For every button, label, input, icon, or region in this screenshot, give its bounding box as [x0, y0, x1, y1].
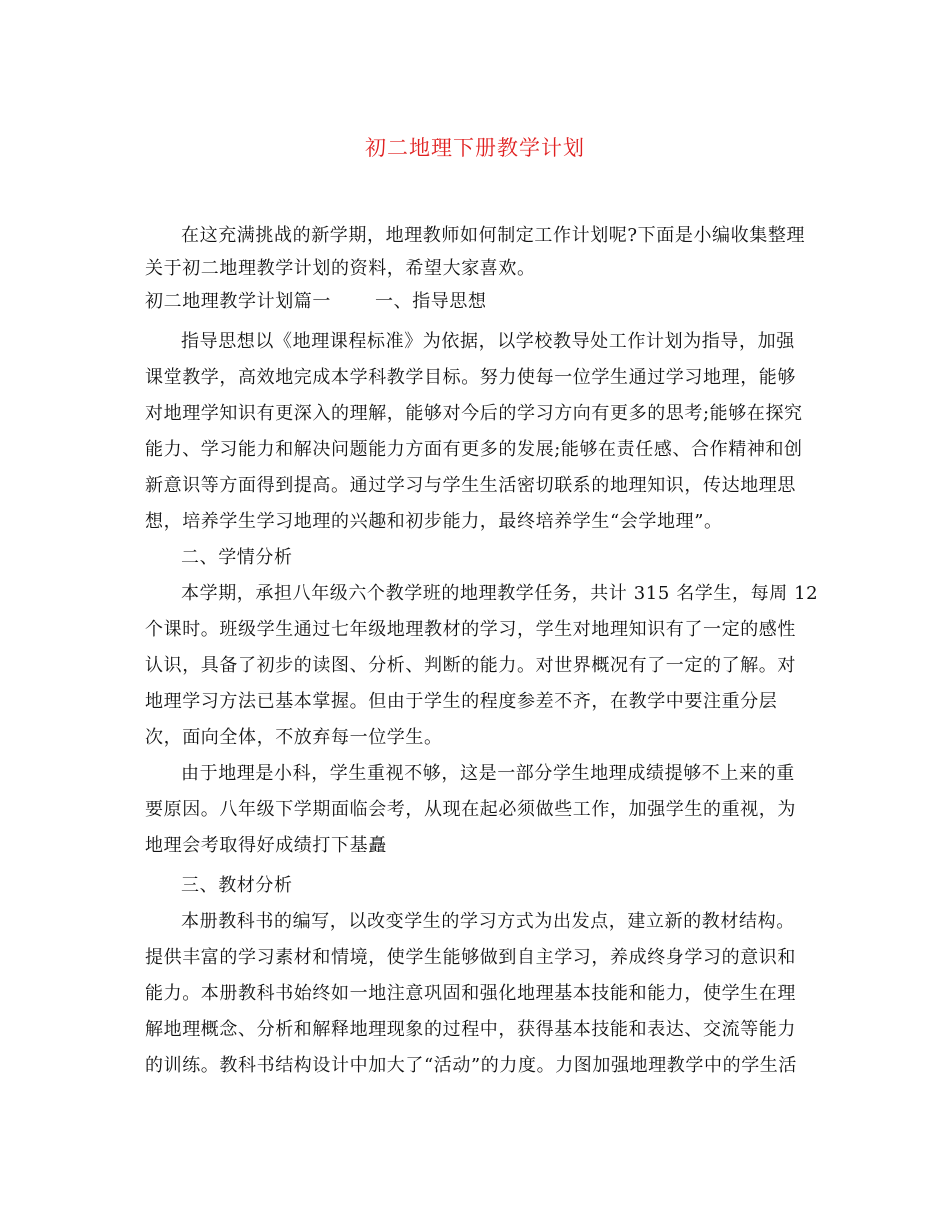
paragraph-line: 指导思想以《地理课程标准》为依据，以学校教导处工作计划为指导，加强: [181, 331, 795, 352]
paragraph-line: 认识，具备了初步的读图、分析、判断的能力。对世界概况有了一定的了解。对: [145, 655, 796, 676]
section-heading: 三、教材分析: [181, 875, 293, 896]
paragraph-line: 个课时。班级学生通过七年级地理教材的学习，学生对地理知识有了一定的感性: [145, 619, 796, 640]
paragraph-line: 由于地理是小科，学生重视不够，这是一部分学生地理成绩提够不上来的重: [181, 763, 795, 784]
subtitle-text: 初二地理教学计划篇一: [145, 291, 331, 312]
section-heading: 一、指导思想: [375, 291, 487, 312]
paragraph-line: 地理会考取得好成绩打下基矗: [145, 835, 387, 856]
paragraph-line: 提供丰富的学习素材和情境，使学生能够做到自主学习，养成终身学习的意识和: [145, 947, 796, 968]
paragraph-line: 在这充满挑战的新学期，地理教师如何制定工作计划呢?下面是小编收集整理: [181, 225, 806, 246]
paragraph-line: 新意识等方面得到提高。通过学习与学生生活密切联系的地理知识，传达地理思: [145, 475, 796, 496]
paragraph-line: 想，培养学生学习地理的兴趣和初步能力，最终培养学生“会学地理”。: [145, 511, 723, 532]
paragraph-line: 地理学习方法已基本掌握。但由于学生的程度参差不齐，在教学中要注重分层: [145, 691, 778, 712]
document-title: 初二地理下册教学计划: [365, 136, 585, 160]
paragraph-line: 能力、学习能力和解决问题能力方面有更多的发展;能够在责任感、合作精神和创: [145, 439, 803, 460]
paragraph-line: 能力。本册教科书始终如一地注意巩固和强化地理基本技能和能力，使学生在理: [145, 983, 796, 1004]
paragraph-line: 课堂教学，高效地完成本学科教学目标。努力使每一位学生通过学习地理，能够: [145, 367, 796, 388]
paragraph-line: 的训练。教科书结构设计中加大了“活动”的力度。力图加强地理教学中的学生活: [145, 1055, 798, 1076]
section-heading: 二、学情分析: [181, 547, 293, 568]
paragraph-line: 对地理学知识有更深入的理解，能够对今后的学习方向有更多的思考;能够在探究: [145, 403, 803, 424]
paragraph-line: 要原因。八年级下学期面临会考，从现在起必须做些工作，加强学生的重视，为: [145, 799, 796, 820]
section-heading-line: [145, 285, 487, 319]
paragraph-line: 本学期，承担八年级六个教学班的地理教学任务，共计 315 名学生，每周 12: [181, 583, 819, 604]
paragraph-line: 解地理概念、分析和解释地理现象的过程中，获得基本技能和表达、交流等能力: [145, 1019, 796, 1040]
paragraph-line: 关于初二地理教学计划的资料，希望大家喜欢。: [145, 258, 536, 279]
paragraph-line: 次，面向全体，不放弃每一位学生。: [145, 727, 443, 748]
paragraph-line: 本册教科书的编写，以改变学生的学习方式为出发点，建立新的教材结构。: [181, 911, 795, 932]
